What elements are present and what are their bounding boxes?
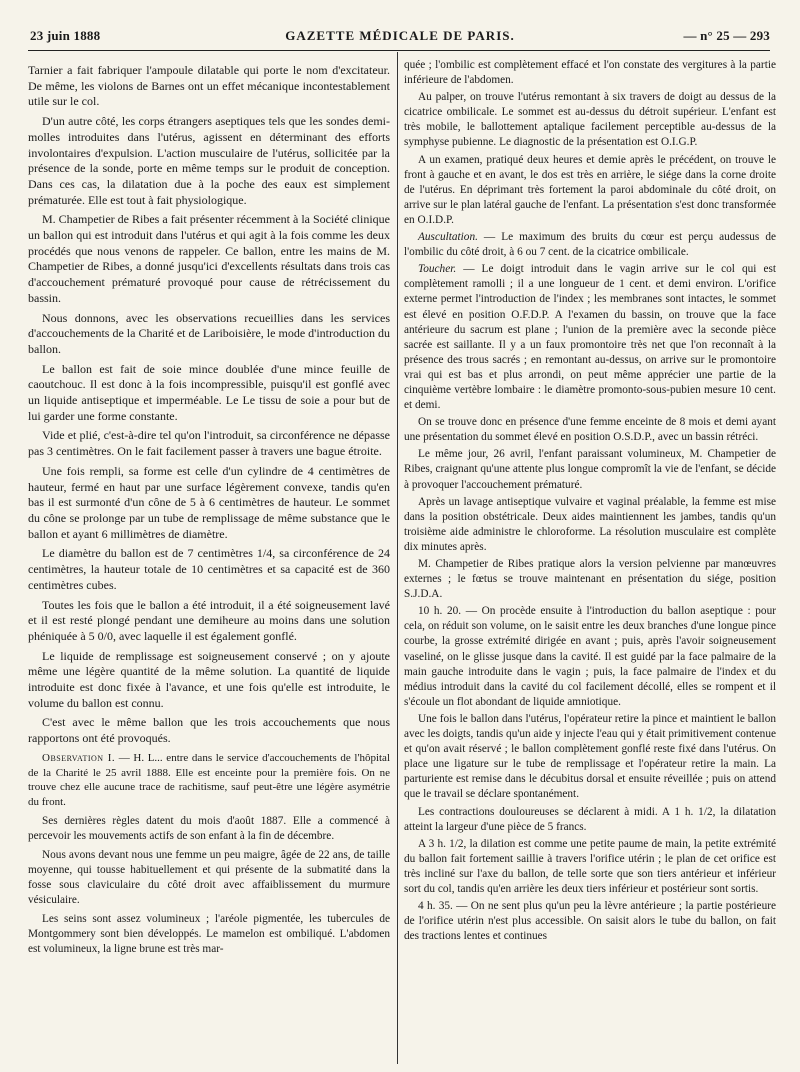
- paragraph: C'est avec le même ballon que les trois accouchements que nous rapportons ont été provoqués.: [28, 715, 390, 746]
- toucher-paragraph: [404, 262, 776, 413]
- auscultation-paragraph: [404, 230, 776, 260]
- paragraph: D'un autre côté, les corps étrangers aseptiques tels que les sondes demi-molles introduites dans l'utérus, agissent en déterminant des efforts involontaires d'expulsion. L'action musculaire de l'utérus, sollicitée par la présence de la sonde, porte en même temps sur le produit de conception. Dans ces cas, la dilatation due à la poche des eaux est simplement prématurée. Elle est tout à fait physiologique.: [28, 114, 390, 207]
- observation-paragraph: [28, 751, 390, 810]
- paragraph: Nous donnons, avec les observations recueillies dans les services d'accouchements de la Charité et de Lariboisière, le mode d'introduction du ballon.: [28, 310, 390, 356]
- paragraph: Vide et plié, c'est-à-dire tel qu'on l'introduit, sa circonférence ne dépasse pas 3 centimètres. On le fait facilement passer à travers une bague étroite.: [28, 428, 390, 459]
- paragraph: 4 h. 35. — On ne sent plus qu'un peu la lèvre antérieure ; la partie postérieure de l'orifice utérin n'est plus accessible. On saisit alors le tube du ballon, on fait des tractions lentes et continues: [404, 900, 776, 943]
- paragraph: Une fois le ballon dans l'utérus, l'opérateur retire la pince et maintient le ballon avec les doigts, tandis qu'un aide y injecte l'eau qui y était primitivement contenue et qu'on avait réservé ; le ballon complètement gonflé reste fixé dans l'utérus. On place une ligature sur le tube de remplissage et l'opérateur retire la main. La parturiente est remise dans le décubitus dorsal et ensuite réveillée ; puis on attend que le travail se déclare spontanément.: [404, 712, 776, 801]
- right-column: [404, 58, 776, 1063]
- paragraph: Toutes les fois que le ballon a été introduit, il a été soigneusement lavé et il est resté plongé pendant une demiheure au moins dans une solution phéniquée à 5 0/0, avec laquelle il est également gonflé.: [28, 597, 390, 643]
- paragraph: Une fois rempli, sa forme est celle d'un cylindre de 4 centimètres de hauteur, fermé en haut par une surface légèrement convexe, tandis qu'en bas il est surmonté d'un cône de 5 à 6 centimètres de hauteur. Le sommet du cône se prolonge par un tube de remplissage de même substance que le ballon et ayant 6 millimètres de diamètre.: [28, 463, 390, 541]
- paragraph: Les seins sont assez volumineux ; l'aréole pigmentée, les tubercules de Montgommery sont bien développés. Le mamelon est ombiliqué. L'abdomen est volumineux, la ligne brune est très mar-: [28, 913, 390, 956]
- paragraph: Tarnier a fait fabriquer l'ampoule dilatable qui porte le nom d'excitateur. De même, les violons de Barnes ont un effet mécanique incontestablement utile sur le col.: [28, 63, 390, 109]
- paragraph: M. Champetier de Ribes pratique alors la version pelvienne par manœuvres externes ; le fœtus se trouve maintenant en présentation du siége, position S.J.D.A.: [404, 558, 776, 601]
- toucher-label: Toucher.: [418, 263, 457, 276]
- header-page-number: — n° 25 — 293: [683, 28, 770, 43]
- paragraph: Les contractions douloureuses se déclarent à midi. A 1 h. 1/2, la dilatation atteint la largeur d'une pièce de 5 francs.: [404, 805, 776, 833]
- auscultation-text: — Le maximum des bruits du cœur est perçu audessus de l'ombilic du côté droit, à 6 ou 7 cent. de la cicatrice ombilicale.: [404, 231, 776, 259]
- toucher-text: — Le doigt introduit dans le vagin arrive sur le col qui est complètement ramolli ; il a une longueur de 1 cent. et demi environ. L'orifice externe permet l'introduction de l'index ; les membranes sont intactes, le sommet est élevé en position O.F.D.P. A l'examen du bassin, on trouve que la face antérieure du sacrum est plane ; l'union de la première avec la seconde pièce sacrée est saillante. Il y a un faux promontoire très net que l'on reconnaît à la présence des trous sacrés ; en remontant au-dessus, on arrive sur le promontoire vrai qui est bas et plus arrondi, on peut même apprécier une partie de la cinquième vertèbre lombaire : le diamètre promonto-sous-pubien mesure 10 cent. et demi.: [404, 263, 776, 412]
- header-rule: [28, 50, 770, 51]
- paragraph: Au palper, on trouve l'utérus remontant à six travers de doigt au dessus de la cicatrice ombilicale. Le sommet est au-dessus du détroit supérieur. L'enfant est très mobile, le ballottement aptalique facilement perceptible au-dessus de la symphyse pubienne. Le diagnostic de la présentation est O.I.G.P.: [404, 91, 776, 149]
- header-title: GAZETTE MÉDICALE DE PARIS.: [285, 28, 515, 43]
- paragraph: A 3 h. 1/2, la dilation est comme une petite paume de main, la petite extrémité du ballon fait fortement saillie à travers l'orifice utérin ; le plan de cet orifice est très incliné sur l'axe du ballon, de telle sorte que son tiers antérieur et inférieur sort du col, tandis qu'en arrière les deux tiers inférieur et postérieur sont sortis.: [404, 837, 776, 895]
- column-divider: [397, 52, 398, 1064]
- left-column: [28, 63, 390, 1063]
- paragraph: A un examen, pratiqué deux heures et demie après le précédent, on trouve le front à gauche et en avant, le dos est très en arrière, le siége dans la corne droite de l'utérus. En déprimant très fortement la paroi abdominale du côté droit, on arrive sur le plan latéral gauche de l'enfant. La présentation s'est donc transformée en O.I.D.P.: [404, 153, 776, 226]
- observation-text: — H. L... entre dans le service d'accouchements de l'hôpital de la Charité le 25 avril 1888. Elle est enceinte pour la première fois. On ne trouve chez elle aucune trace de rachitisme, sauf peut-être une légère asymétrie du front.: [28, 751, 390, 809]
- paragraph: On se trouve donc en présence d'une femme enceinte de 8 mois et demi ayant une présentation du sommet élevé en position O.S.D.P., avec un bassin rétréci.: [404, 416, 776, 444]
- paragraph: M. Champetier de Ribes a fait présenter récemment à la Société clinique un ballon qui est introduit dans l'utérus et qui agit à la fois comme les deux procédés que nous venons de rappeler. Ce ballon, entre les mains de M. Champetier de Ribes, a donné jusqu'ici d'excellents résultats dans trois cas d'accouchement prématuré provoqué pour cause de rétrécissement du bassin.: [28, 212, 390, 305]
- paragraph: quée ; l'ombilic est complètement effacé et l'on constate des vergitures à la partie inférieure de l'abdomen.: [404, 59, 776, 87]
- auscultation-label: Auscultation.: [418, 231, 478, 244]
- header-date: 23 juin 1888: [30, 28, 101, 43]
- observation-label: Observation I.: [42, 751, 116, 764]
- paragraph: Après un lavage antiseptique vulvaire et vaginal préalable, la femme est mise dans la position obstétricale. Deux aides maintiennent les jambes, tandis qu'un troisième aide administre le chloroforme. La résolution musculaire est complète dix minutes après.: [404, 495, 776, 553]
- paragraph: Le diamètre du ballon est de 7 centimètres 1/4, sa circonférence de 24 centimètres, la hauteur totale de 10 centimètres et sa capacité est de 360 centimètres cubes.: [28, 546, 390, 592]
- paragraph: Le même jour, 26 avril, l'enfant paraissant volumineux, M. Champetier de Ribes, craignant qu'une attente plus longue compromît la vie de l'enfant, se décide à provoquer l'accouchement prématuré.: [404, 448, 776, 491]
- paragraph: Le liquide de remplissage est soigneusement conservé ; on y ajoute même une légère quantité de la même solution. La quantité de liquide introduite est donc fixée à l'avance, et une fois qu'elle est introduite, le volume du ballon est connu.: [28, 648, 390, 710]
- paragraph: Ses dernières règles datent du mois d'août 1887. Elle a commencé à percevoir les mouvements actifs de son enfant à la fin de décembre.: [28, 815, 390, 843]
- paragraph: Nous avons devant nous une femme un peu maigre, âgée de 22 ans, de taille moyenne, qui tousse habituellement et qui présente de la submatité dans la fosse sous claviculaire du côté droit avec affaiblissement du murmure vésiculaire.: [28, 849, 390, 907]
- page-header: [30, 28, 770, 46]
- paragraph: Le ballon est fait de soie mince doublée d'une mince feuille de caoutchouc. Il est donc à la fois incompressible, puisqu'il est gonflé avec un liquide antiseptique et imperméable. Le Le tissu de soie a pour but de lui garder une forme constante.: [28, 361, 390, 423]
- paragraph: 10 h. 20. — On procède ensuite à l'introduction du ballon aseptique : pour cela, on réduit son volume, on le saisit entre les deux branches d'une longue pince courbe, la grosse extrémité dirigée en avant ; puis, après l'avoir soigneusement vaseliné, on le glisse jusque dans la cavité. Il est guidé par la face palmaire de la main gauche introduite dans le vagin ; puis, la face palmaire de l'index et du médius introduit dans la cavité du col facilement décollé, elles se rompent et il s'écoule un flot abondant de liquide amniotique.: [404, 605, 776, 708]
